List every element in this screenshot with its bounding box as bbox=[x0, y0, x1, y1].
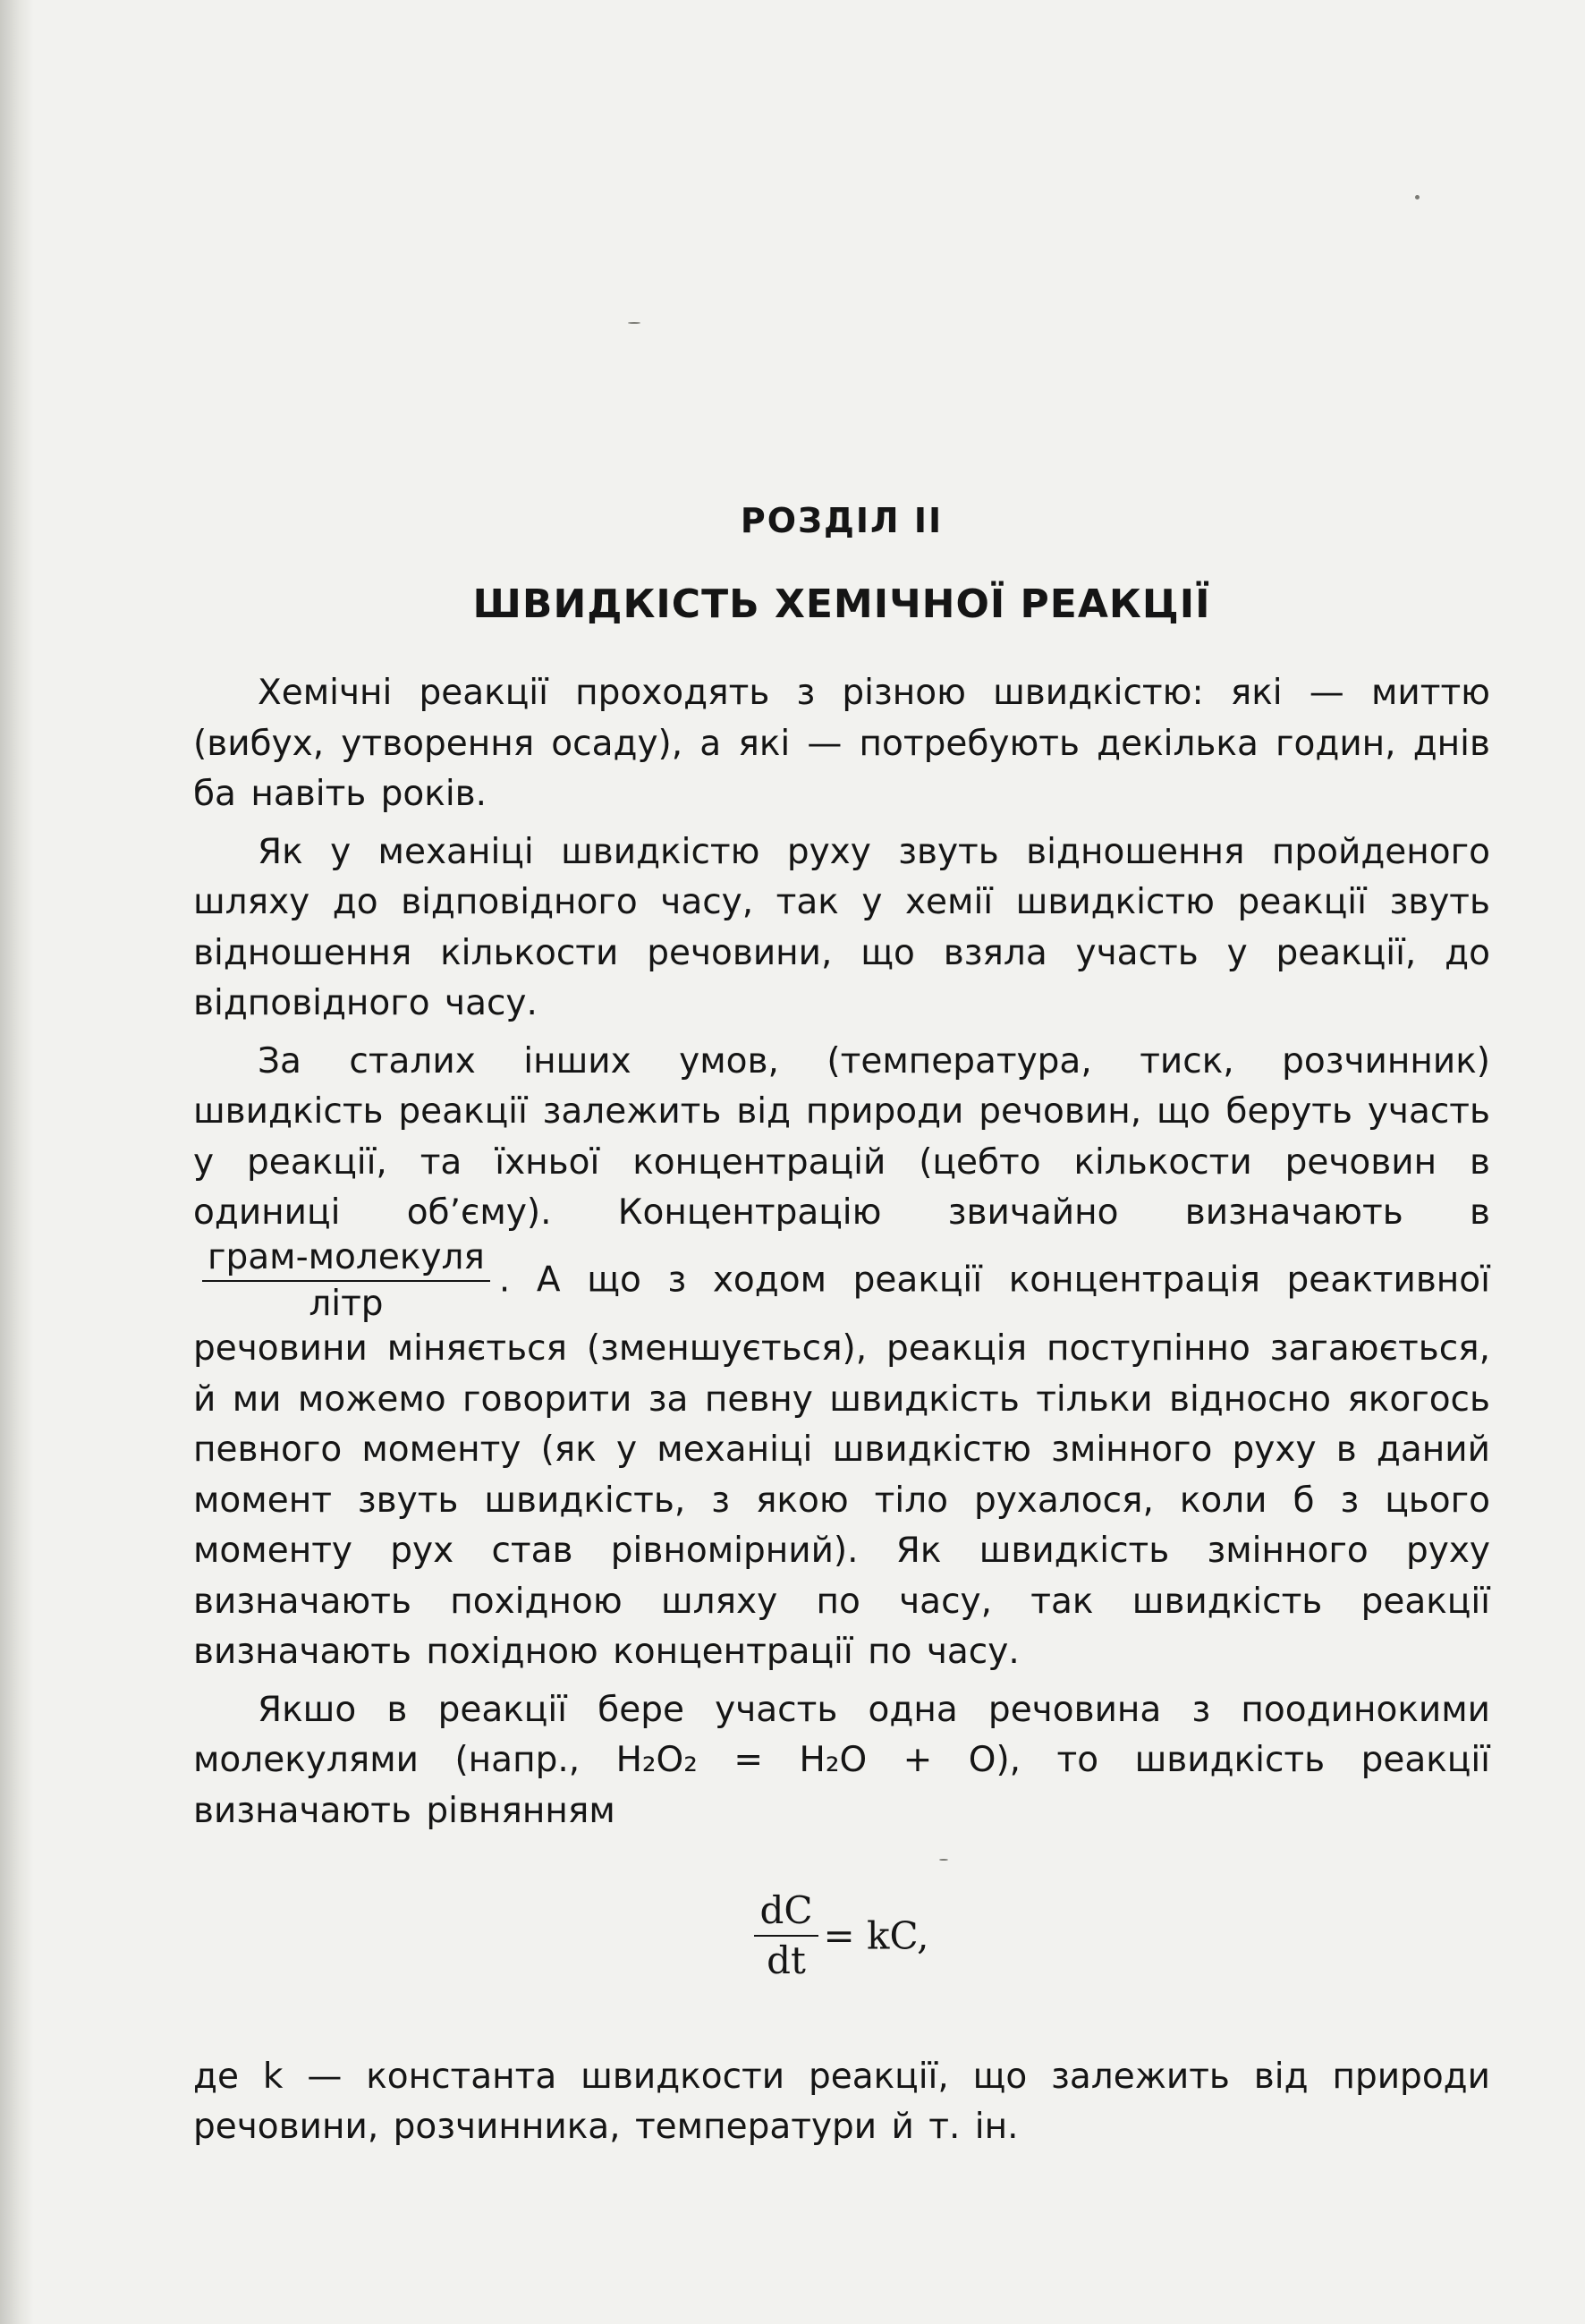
rate-equation-fraction bbox=[754, 1890, 818, 1981]
paragraph-speed-definition: Як у механіці швидкістю руху звуть відношення пройденого шляху до відповідного часу, так у хемії швидкістю реакції звуть відношення кількости речовини, що взяла участь у реакції, до відповідного часу. bbox=[193, 831, 1490, 1023]
paragraph-rate-constant: де k — константа швидкости реакції, що залежить від природи речовини, розчинника, температури й т. ін. bbox=[193, 2056, 1490, 2148]
paragraph-reaction-speeds: Хемічні реакції проходять з різною швидкістю: які — миттю (вибух, утворення осаду), а які — потребують декілька годин, днів ба навіть років. bbox=[193, 673, 1490, 814]
unit-fraction-denominator: літр bbox=[309, 1284, 384, 1325]
chapter-label: РОЗДІЛ II bbox=[740, 501, 944, 540]
rate-equation-rhs: = kC, bbox=[823, 1913, 929, 1958]
paper-speck bbox=[939, 1859, 948, 1861]
paragraph-concentration-end: . А що з ходом реакції концентрація реактивної речовини міняється (зменшується), реакція поступінно загаюється, й ми можемо говорити за певну швидкість тільки відносно якогось певного моменту (як у механіці швидкістю змінного руху в даний момент звуть швидкість, з якою тіло рухалося, коли б з цього моменту рух став рівномірний). Як швидкість змінного руху визначають похідною шляху по часу, так швидкість реакції визначають похідною концентрації по часу. bbox=[193, 1259, 1490, 1673]
rate-equation-denominator: dt bbox=[767, 1938, 806, 1983]
rate-equation bbox=[193, 1890, 1490, 1981]
chapter-title: ШВИДКІСТЬ ХЕМІЧНОЇ РЕАКЦІЇ bbox=[472, 581, 1211, 627]
unit-fraction bbox=[202, 1236, 490, 1325]
page-spine-shadow bbox=[0, 0, 34, 2324]
paragraph-single-reactant: Якшо в реакції бере участь одна речовина з поодинокими молекулями (напр., H₂O₂ = H₂O + O), то швидкість реакції визначають рівнянням bbox=[193, 1689, 1490, 1831]
unit-fraction-numerator: грам-молекуля bbox=[202, 1239, 490, 1283]
paragraph-concentration bbox=[193, 1037, 1490, 1678]
paper-speck bbox=[1415, 195, 1420, 199]
page-text-block bbox=[193, 501, 1490, 2160]
rate-equation-numerator: dC bbox=[754, 1890, 818, 1937]
paragraph-concentration-start: За сталих інших умов, (температура, тиск, розчинник) швидкість реакції залежить від природи речовин, що беруть участь у реакції, та їхньої концентрацій (цебто кількости речовин в одиниці об’єму). Концентрацію звичайно визначають в bbox=[193, 1040, 1490, 1233]
paper-speck bbox=[628, 322, 640, 324]
